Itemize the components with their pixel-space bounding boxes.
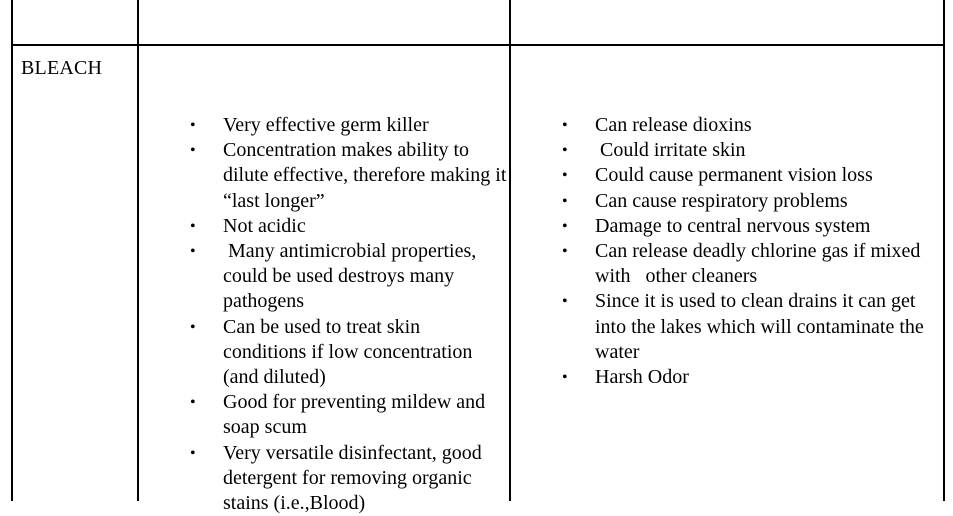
- bullet-icon: •: [562, 217, 568, 235]
- bullet-icon: •: [190, 243, 196, 261]
- list-item-text: Can release dioxins: [595, 114, 752, 136]
- list-item-text: Concentration makes ability to dilute effective, therefore making it “last longer”: [223, 139, 507, 212]
- bullet-icon: •: [190, 318, 196, 336]
- list-item-text: Could cause permanent vision loss: [595, 164, 873, 187]
- table-column-divider-2: [509, 0, 511, 501]
- list-item-text: Since it is used to clean drains it can get into the lakes which will contaminate the water: [595, 290, 924, 363]
- table-border-right: [943, 0, 945, 501]
- list-item: [562, 189, 935, 214]
- bullet-icon: •: [190, 444, 196, 462]
- list-item: [562, 113, 935, 138]
- list-item-text: Damage to central nervous system: [595, 214, 871, 237]
- list-item-text: Very effective germ killer: [223, 114, 429, 136]
- list-item: [190, 113, 508, 138]
- list-item: [190, 239, 508, 315]
- row-label-bleach: BLEACH: [21, 57, 103, 79]
- pros-list: [190, 113, 508, 516]
- bullet-icon: •: [562, 167, 568, 185]
- list-item-text: Could irritate skin: [595, 139, 746, 162]
- bullet-icon: •: [190, 394, 196, 412]
- bullet-icon: •: [190, 217, 196, 235]
- list-item: [562, 138, 935, 163]
- list-item: [190, 441, 508, 516]
- table-column-divider-1: [137, 0, 139, 501]
- list-item-text: Can cause respiratory problems: [595, 189, 848, 212]
- list-item: [190, 138, 508, 214]
- list-item: [562, 289, 935, 365]
- list-item-text: Harsh Odor: [595, 366, 689, 389]
- bullet-icon: •: [562, 293, 568, 311]
- list-item: [190, 315, 508, 391]
- cons-list: [562, 113, 935, 390]
- bullet-icon: •: [562, 192, 568, 210]
- bullet-icon: •: [562, 117, 568, 134]
- list-item: [562, 365, 935, 390]
- list-item-text: Many antimicrobial properties, could be used destroys many pathogens: [223, 240, 482, 313]
- list-item: [190, 390, 508, 440]
- list-item-text: Good for preventing mildew and soap scum: [223, 391, 486, 439]
- bullet-icon: •: [190, 117, 196, 134]
- list-item-text: Very versatile disinfectant, good detergent for removing organic stains (i.e.,Blood): [223, 441, 482, 515]
- bullet-icon: •: [562, 243, 568, 261]
- table-row-divider: [11, 44, 945, 46]
- list-item: [562, 239, 935, 289]
- list-item: [562, 214, 935, 239]
- list-item-text: Not acidic: [223, 214, 306, 237]
- bullet-icon: •: [562, 369, 568, 387]
- list-item: [190, 214, 508, 239]
- list-item-text: Can release deadly chlorine gas if mixed with other cleaners: [595, 240, 926, 288]
- bullet-icon: •: [190, 142, 196, 160]
- list-item: [562, 163, 935, 188]
- table-border-left: [11, 0, 13, 501]
- list-item-text: Can be used to treat skin conditions if low concentration (and diluted): [223, 315, 473, 389]
- bullet-icon: •: [562, 142, 568, 160]
